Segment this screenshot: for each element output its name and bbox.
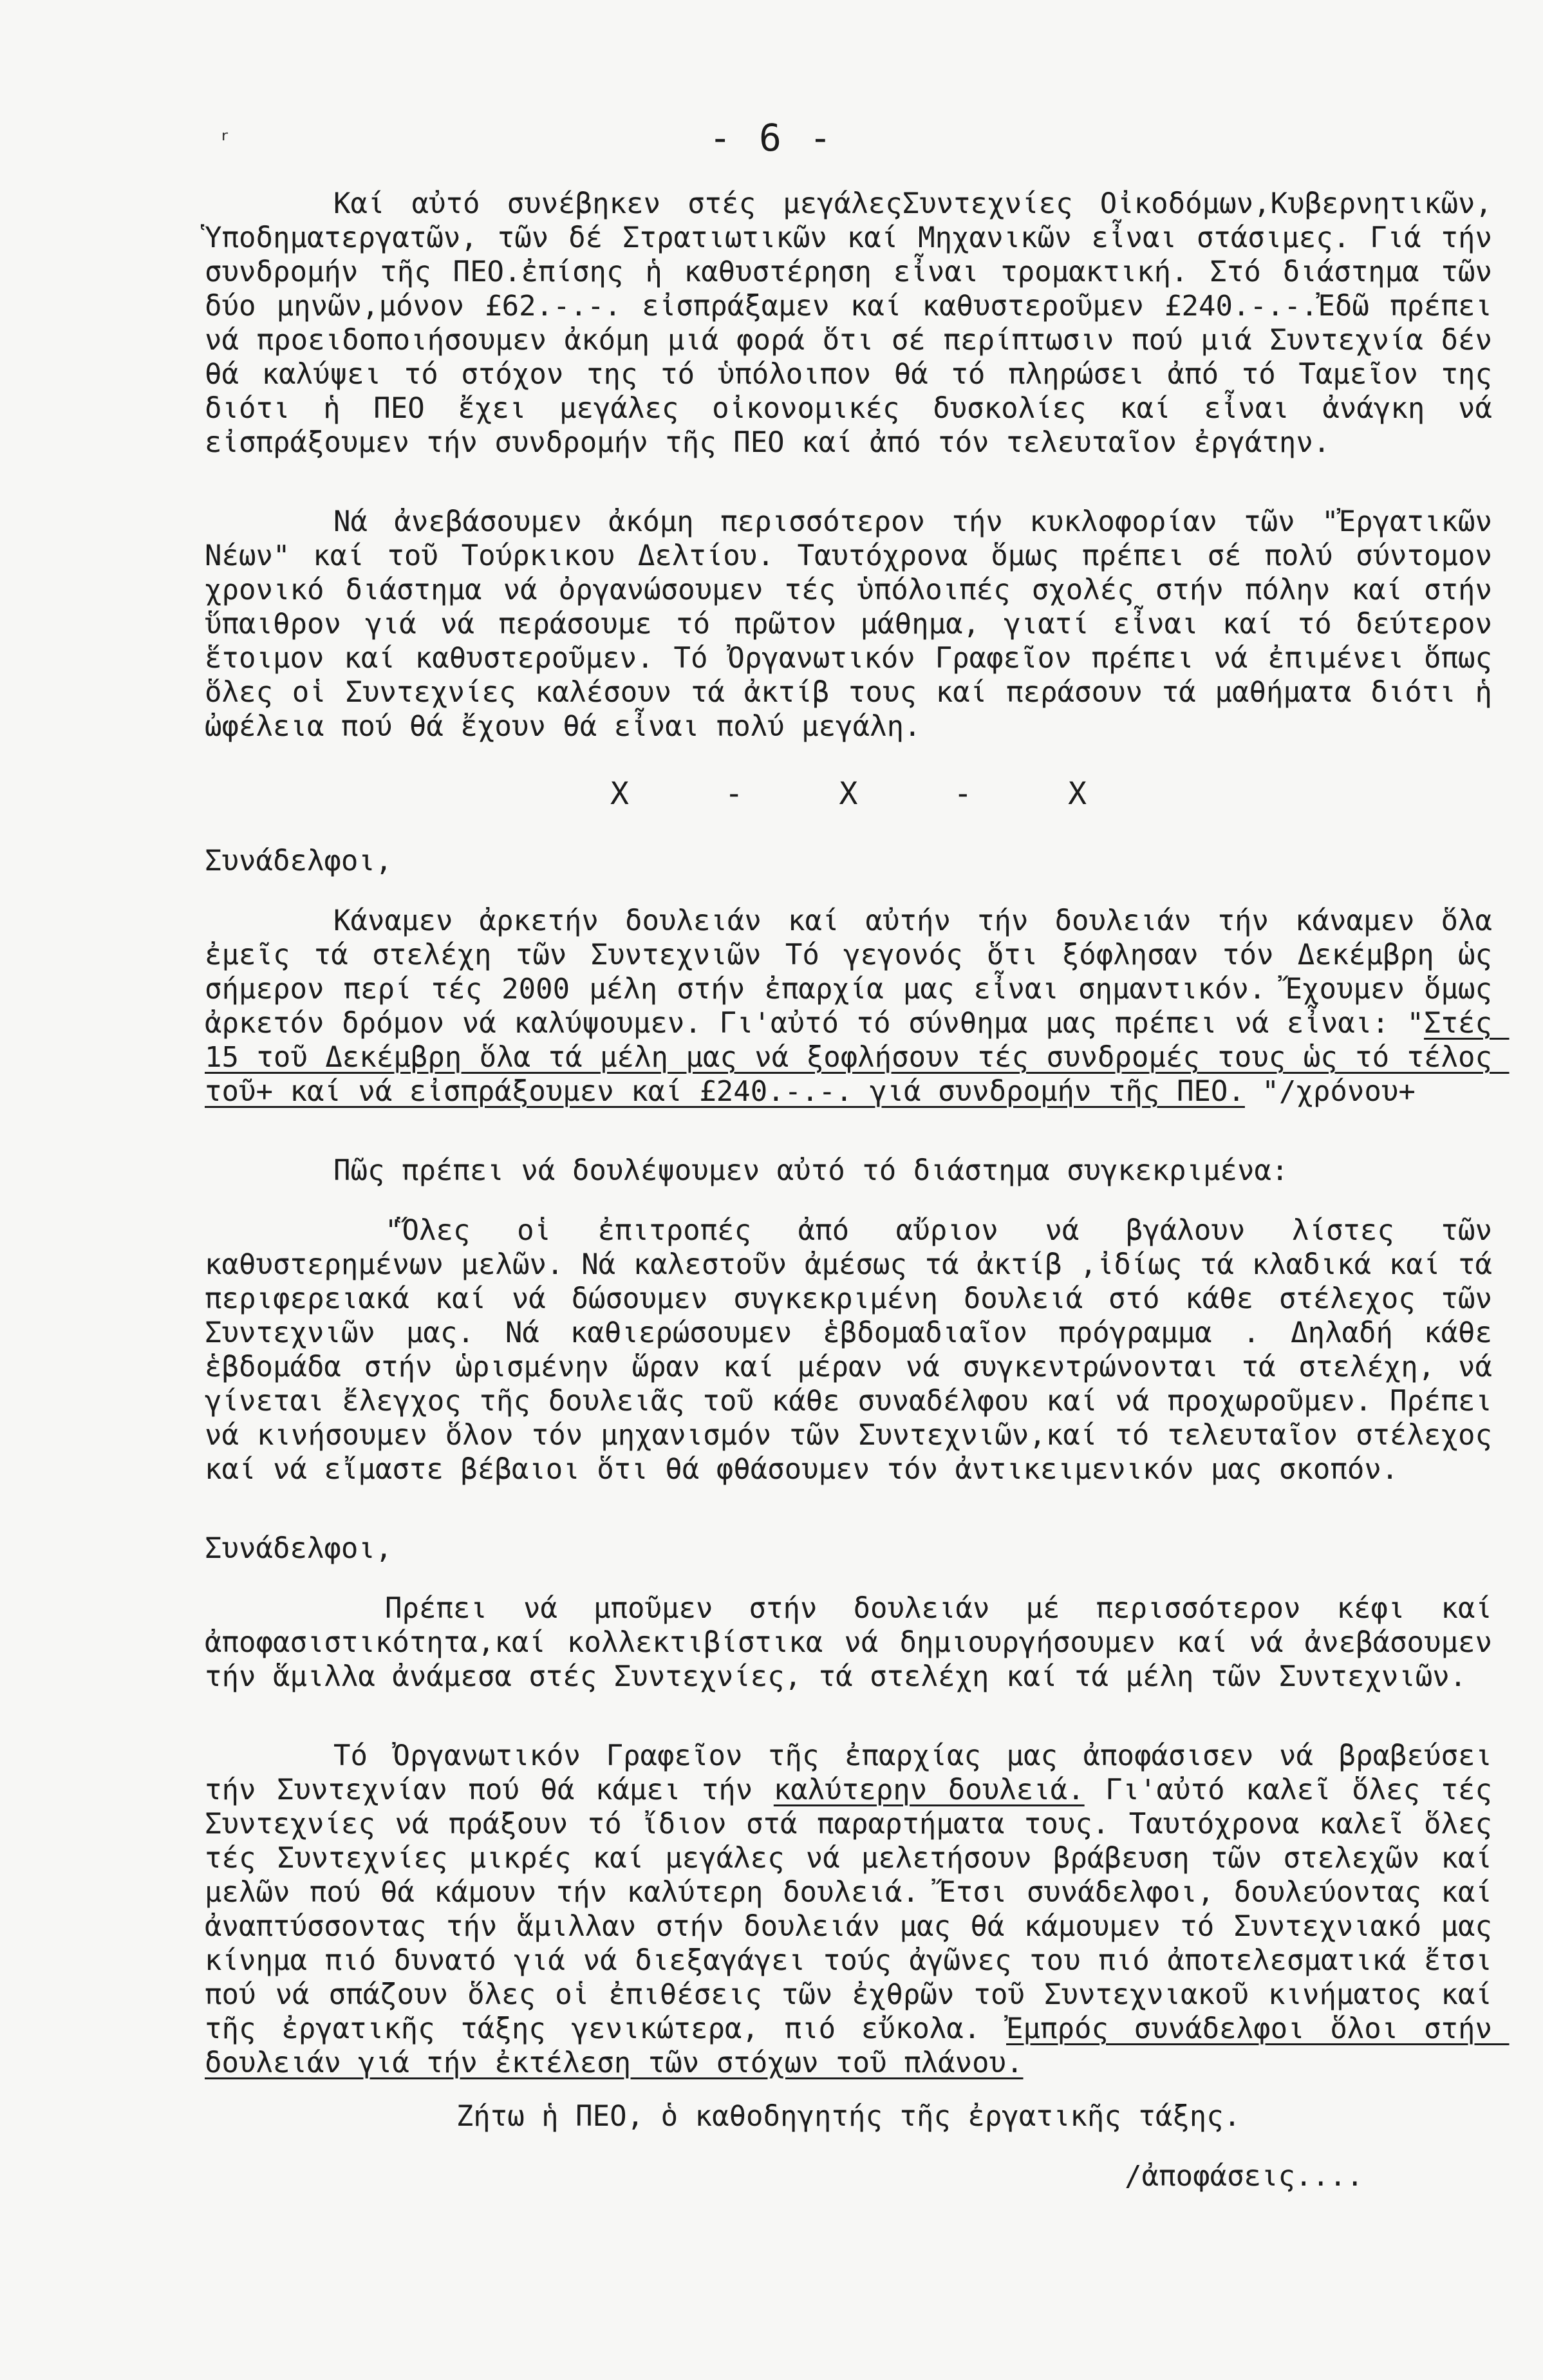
section-separator: X - X - X <box>610 776 1126 812</box>
paragraph-3-text: Κάναμεν ἀρκετήν δουλειάν καί αὐτήν τήν δουλειάν τήν κάναμεν ὅλα ἐμεῖς τά στελέχη τῶν Συντεχνιῶν Τό γεγονός ὅτι ξόφλησαν τόν Δεκέμβρη ὡς σήμερον περί τές 2000 μέλη στήν ἐπαρχία μας εἶναι σημαντικόν. Ἔχουμεν ὅμως ἀρκετόν δρόμον νά καλύψουμεν. Γι'αὐτό τό σύνθημα μας πρέπει νά εἶναι: " <box>205 904 1510 1040</box>
underlined-forward-call: Ἐμπρός συνάδελφοι ὅλοι στήν δουλειάν γιά τήν ἐκτέλεση τῶν στόχων τοῦ πλάνου. <box>205 2012 1510 2079</box>
underlined-best-work: καλύτερην δουλειά. <box>773 1774 1085 1806</box>
paragraph-1: Καί αὐτό συνέβηκεν στές μεγάλεςΣυντεχνίες Οἰκοδόμων,Κυβερνητικῶν, Ὑποδηματεργατῶν, τῶν δέ Στρατιωτικῶν καί Μηχανικῶν εἶναι στάσιμες. Γιά τήν συνδρομήν τῆς ΠΕΟ.ἐπίσης ἡ καθυστέρηση εἶναι τρομακτική. Στό διάστημα τῶν δύο μηνῶν,μόνον £62.-.-. εἰσπράξαμεν καί καθυστεροῦμεν £240.-.-.Ἐδῶ πρέπει νά προειδοποιήσουμεν ἀκόμη μιά φορά ὅτι σέ περίπτωσιν πού μιά Συντεχνία δέν θά καλύψει τό στόχον της τό ὑπόλοιπον θά τό πληρώσει ἀπό τό Ταμεῖον της διότι ἡ ΠΕΟ ἔχει μεγάλες οἰκονομικές δυσκολίες καί εἶναι ἀνάγκη νά εἰσπράξουμεν τήν συνδρομήν τῆς ΠΕΟ καί ἀπό τόν τελευταῖον ἐργάτην. <box>205 187 1510 459</box>
signoff-line: Ζήτω ἡ ΠΕΟ, ὁ καθοδηγητής τῆς ἐργατικῆς τάξης. <box>456 2100 1241 2133</box>
paragraph-7-text-a: Τό Ὀργανωτικόν Γραφεῖον τῆς ἐπαρχίας μας ἀποφάσισεν νά βραβεύσει τήν Συντεχνίαν πού θά κάμει τήν <box>205 1739 1510 1806</box>
closing-note: /ἀποφάσεις.... <box>1125 2160 1363 2193</box>
paragraph-5: "Ὅλες οἱ ἐπιτροπές ἀπό αὔριον νά βγάλουν λίστες τῶν καθυστερημένων μελῶν. Νά καλεστοῦν ἀμέσως τά ἀκτίβ ,ἰδίως τά κλαδικά καί τά περιφερειακά καί νά δώσουμεν συγκεκριμένη δουλειά στό κάθε στέλεχος τῶν Συντεχνιῶν μας. Νά καθιερώσουμεν ἑβδομαδιαῖον πρόγραμμα . Δηλαδή κάθε ἑβδομάδα στήν ὡρισμένην ὥραν καί μέραν νά συγκεντρώνονται τά στελέχη, νά γίνεται ἔλεγχος τῆς δουλειᾶς τοῦ κάθε συναδέλφου καί νά προχωροῦμεν. Πρέπει νά κινήσουμεν ὅλον τόν μηχανισμόν τῶν Συντεχνιῶν,καί τό τελευταῖον στέλεχος καί νά εἴμαστε βέβαιοι ὅτι θά φθάσουμεν τόν ἀντικειμενικόν μας σκοπόν. <box>205 1214 1510 1486</box>
slogan-underlined: Στές 15 τοῦ Δεκέμβρη ὅλα τά μέλη μας νά ξοφλήσουν τές συνδρομές τους ὡς τό τέλος τοῦ+ καί νά εἰσπράξουμεν καί £240.-.-. γιά συνδρομήν τῆς ΠΕΟ. <box>205 1007 1510 1108</box>
salutation-2: Συνάδελφοι, <box>205 1532 393 1565</box>
paragraph-3-tail: "/χρόνου+ <box>1244 1075 1416 1108</box>
paragraph-2: Νά ἀνεβάσουμεν ἀκόμη περισσότερον τήν κυκλοφορίαν τῶν "Ἐργατικῶν Νέων" καί τοῦ Τούρκικου Δελτίου. Ταυτόχρονα ὅμως πρέπει σέ πολύ σύντομον χρονικό διάστημα νά ὀργανώσουμεν τές ὑπόλοιπές σχολές στήν πόλην καί στήν ὕπαιθρον γιά νά περάσουμε τό πρῶτον μάθημα, γιατί εἶναι καί τό δεύτερον ἕτοιμον καί καθυστεροῦμεν. Τό Ὀργανωτικόν Γραφεῖον πρέπει νά ἐπιμένει ὅπως ὅλες οἱ Συντεχνίες καλέσουν τά ἀκτίβ τους καί περάσουν τά μαθήματα διότι ἡ ὠφέλεια πού θά ἔχουν θά εἶναι πολύ μεγάλη. <box>205 505 1510 743</box>
paragraph-6: Πρέπει νά μποῦμεν στήν δουλειάν μέ περισσότερον κέφι καί ἀποφασιστικότητα,καί κολλεκτιβίστικα νά δημιουργήσουμεν καί νά ἀνεβάσουμεν τήν ἅμιλλα ἀνάμεσα στές Συντεχνίες, τά στελέχη καί τά μέλη τῶν Συντεχνιῶν. <box>205 1592 1510 1693</box>
salutation-1: Συνάδελφοι, <box>205 845 393 877</box>
paragraph-3 <box>205 904 1510 1109</box>
paragraph-7 <box>205 1739 1510 2080</box>
ink-speck: ʳ <box>218 126 234 155</box>
document-body <box>205 187 1510 2193</box>
page-number: - 6 - <box>709 116 834 160</box>
paragraph-7-text-b: Γι'αὐτό καλεῖ ὅλες τές Συντεχνίες νά πράξουν τό ἴδιον στά παραρτήματα τους. Ταυτόχρονα καλεῖ ὅλες τές Συντεχνίες μικρές καί μεγάλες νά μελετήσουν βράβευση τῶν στελεχῶν καί μελῶν πού θά κάμουν τήν καλύτερη δουλειά. Ἔτσι συνάδελφοι, δουλεύοντας καί ἀναπτύσσοντας τήν ἅμιλλαν στήν δουλειάν μας θά κάμουμεν τό Συντεχνιακό μας κίνημα πιό δυνατό γιά νά διεξαγάγει τούς ἀγῶνες του πιό ἀποτελεσματικά ἔτσι πού νά σπάζουν ὅλες οἱ ἐπιθέσεις τῶν ἐχθρῶν τοῦ Συντεχνιακοῦ κινήματος καί τῆς ἐργατικῆς τάξης γενικώτερα, πιό εὔκολα. <box>205 1774 1510 2045</box>
paragraph-4: Πῶς πρέπει νά δουλέψουμεν αὐτό τό διάστημα συγκεκριμένα: <box>333 1154 1289 1187</box>
